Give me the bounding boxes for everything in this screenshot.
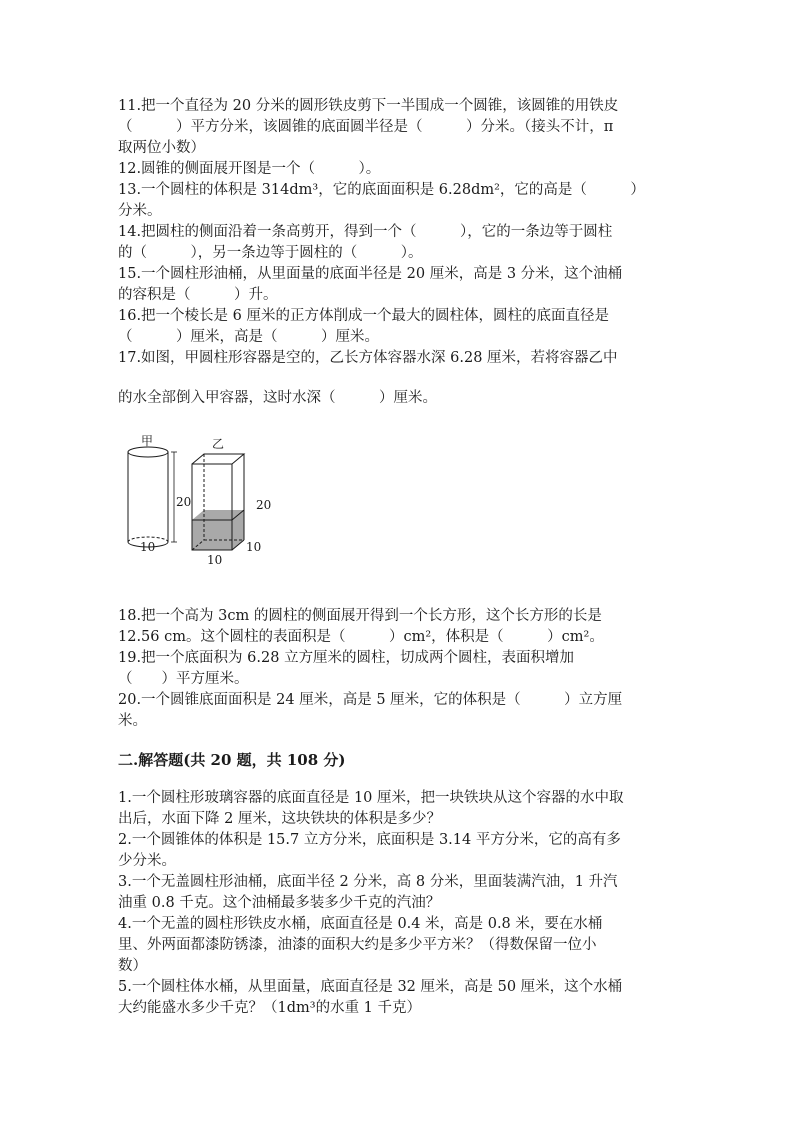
cuboid-height-label: 20 (256, 498, 272, 512)
question-line: 19.把一个底面积为 6.28 立方厘米的圆柱，切成两个圆柱，表面积增加 (118, 650, 575, 666)
question-line: （ ）厘米，高是（ ）厘米。 (118, 329, 379, 345)
question-line: 12.圆锥的侧面展开图是一个（ ）。 (118, 161, 381, 177)
label-jia: 甲 (141, 434, 154, 448)
question-15 (118, 264, 678, 306)
question-line: 1.一个圆柱形玻璃容器的底面直径是 10 厘米，把一块铁块从这个容器的水中取 (118, 790, 624, 806)
question-line: 11.把一个直径为 20 分米的圆形铁皮剪下一半围成一个圆锥，该圆锥的用铁皮 (118, 98, 619, 114)
question-line: 出后，水面下降 2 厘米，这块铁块的体积是多少？ (118, 811, 441, 827)
cuboid-width-label: 10 (207, 553, 223, 567)
question-line: 2.一个圆锥体的体积是 15.7 立方分米，底面积是 3.14 平方分米，它的高有多 (118, 832, 621, 848)
question-14 (118, 222, 678, 264)
question-line: 油重 0.8 千克。这个油桶最多装多少千克的汽油？ (118, 895, 441, 911)
question-16 (118, 306, 678, 348)
question-11 (118, 96, 678, 159)
label-yi: 乙 (212, 437, 225, 451)
question-line: （ ）平方厘米。 (118, 671, 249, 687)
question-line: 米。 (118, 713, 147, 729)
question-19 (118, 648, 678, 690)
question-line: 16.把一个棱长是 6 厘米的正方体削成一个最大的圆柱体，圆柱的底面直径是 (118, 308, 610, 324)
question-line: 的容积是（ ）升。 (118, 287, 278, 303)
question-line: 12.56 cm。这个圆柱的表面积是（ ）cm²，体积是（ ）cm²。 (118, 629, 604, 645)
question-line: 里、外两面都漆防锈漆，油漆的面积大约是多少平方米？（得数保留一位小 (118, 937, 597, 953)
question-line: 取两位小数） (118, 140, 205, 156)
cuboid-depth-label: 10 (246, 540, 262, 554)
question-line: （ ）平方分米，该圆锥的底面圆半径是（ ）分米。（接头不计，π (118, 119, 614, 135)
answer-question-3 (118, 872, 678, 914)
question-20 (118, 690, 678, 732)
question-line: 17.如图，甲圆柱形容器是空的，乙长方体容器水深 6.28 厘米，若将容器乙中 (118, 350, 618, 366)
question-18 (118, 606, 678, 648)
question-line: 分米。 (118, 203, 162, 219)
question-13 (118, 180, 678, 222)
question-17 (118, 348, 678, 409)
question-line: 大约能盛水多少千克？（1dm³的水重 1 千克） (118, 1000, 422, 1016)
question-line: 5.一个圆柱体水桶，从里面量，底面直径是 32 厘米，高是 50 厘米，这个水桶 (118, 979, 623, 995)
answer-question-1 (118, 788, 678, 830)
container-diagram (118, 434, 288, 569)
container-figure (118, 434, 288, 569)
question-line: 4.一个无盖的圆柱形铁皮水桶，底面直径是 0.4 米，高是 0.8 米，要在水桶 (118, 916, 603, 932)
question-line: 的（ ），另一条边等于圆柱的（ ）。 (118, 245, 423, 261)
question-line: 少分米。 (118, 853, 176, 869)
cylinder-diameter-label: 10 (140, 540, 156, 554)
section-heading (118, 750, 678, 771)
section-title: 二.解答题(共 20 题，共 108 分) (118, 751, 346, 769)
answer-question-4 (118, 914, 678, 977)
question-line: 13.一个圆柱的体积是 314dm³，它的底面面积是 6.28dm²，它的高是（ ） (118, 182, 645, 198)
answer-question-2 (118, 830, 678, 872)
question-line: 3.一个无盖圆柱形油桶，底面半径 2 分米，高 8 分米，里面装满汽油，1 升汽 (118, 874, 618, 890)
question-12 (118, 159, 678, 180)
answer-question-5 (118, 977, 678, 1019)
question-line: 18.把一个高为 3cm 的圆柱的侧面展开得到一个长方形，这个长方形的长是 (118, 608, 602, 624)
cylinder-jia (128, 447, 168, 547)
question-line: 14.把圆柱的侧面沿着一条高剪开，得到一个（ ），它的一条边等于圆柱 (118, 224, 613, 240)
question-line: 20.一个圆锥底面面积是 24 厘米，高是 5 厘米，它的体积是（ ）立方厘 (118, 692, 623, 708)
question-line: 的水全部倒入甲容器，这时水深（ ）厘米。 (118, 390, 437, 406)
cylinder-height-label: 20 (176, 495, 192, 509)
question-line: 数） (118, 958, 147, 974)
question-line: 15.一个圆柱形油桶，从里面量的底面半径是 20 厘米，高是 3 分米，这个油桶 (118, 266, 623, 282)
